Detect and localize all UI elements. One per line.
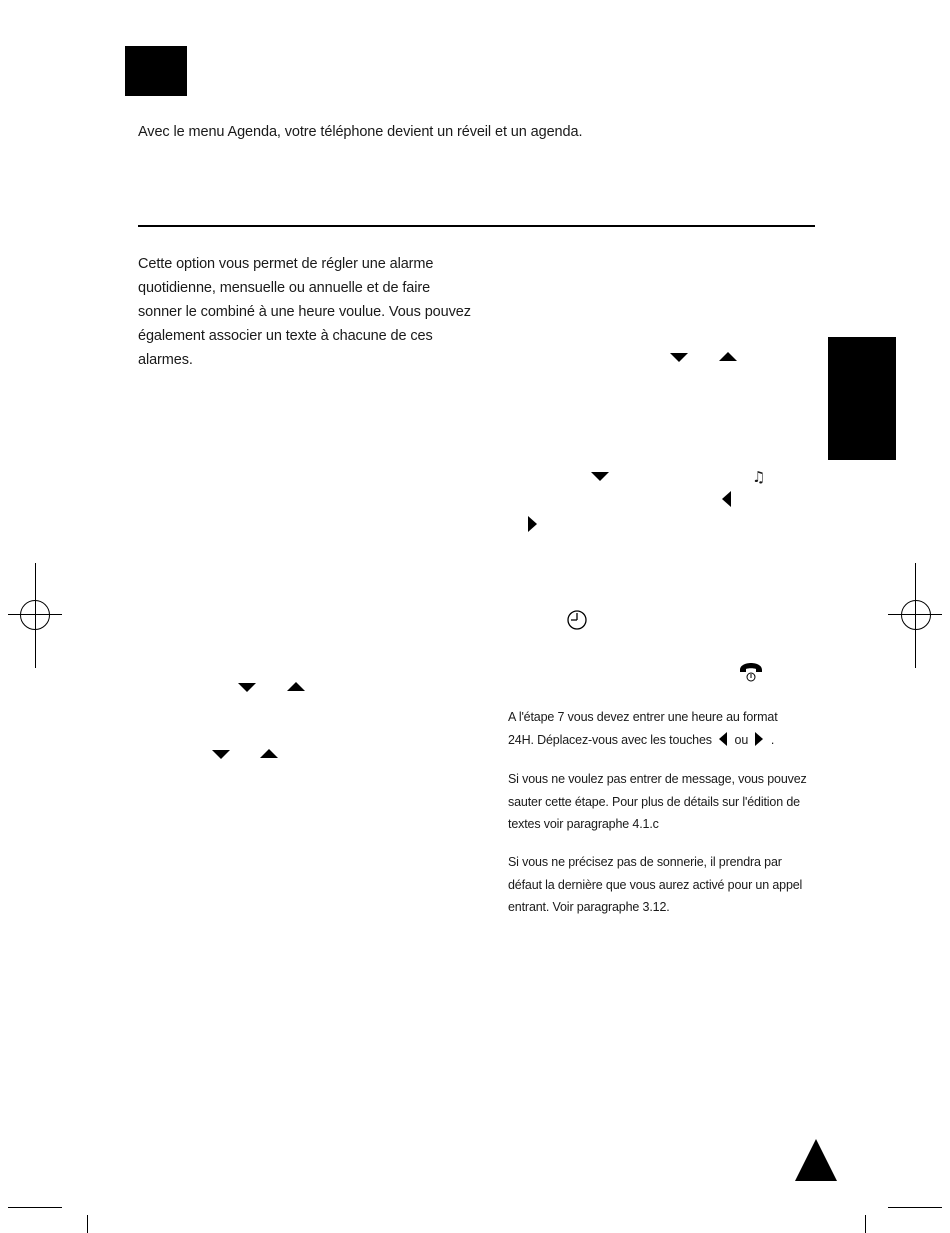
registration-line <box>915 563 916 668</box>
up-arrow-icon <box>287 682 305 691</box>
crop-mark <box>8 1207 62 1208</box>
page-triangle-icon <box>795 1139 837 1181</box>
registration-circle <box>901 600 931 630</box>
down-arrow-icon <box>238 683 256 692</box>
chapter-block <box>125 46 187 96</box>
paragraph-line: alarmes. <box>138 352 193 368</box>
right-arrow-icon <box>528 516 537 532</box>
note-line: entrant. Voir paragraphe 3.12. <box>508 900 670 914</box>
paragraph-line: également associer un texte à chacune de ces <box>138 328 433 344</box>
note-line: Si vous ne précisez pas de sonnerie, il prendra par <box>508 855 782 869</box>
clock-icon <box>566 609 588 631</box>
note-text: 24H. Déplacez-vous avec les touches <box>508 732 712 747</box>
registration-line <box>35 563 36 668</box>
section-paragraph <box>138 252 478 372</box>
left-arrow-icon <box>722 491 731 507</box>
crop-mark <box>888 1207 942 1208</box>
paragraph-line: quotidienne, mensuelle ou annuelle et de faire <box>138 280 431 296</box>
crop-mark <box>865 1215 866 1233</box>
down-arrow-icon <box>670 353 688 362</box>
note-text: ou <box>734 732 749 747</box>
up-arrow-icon <box>719 352 737 361</box>
paragraph-line: sonner le combiné à une heure voulue. Vous pouvez <box>138 304 471 320</box>
note-line: sauter cette étape. Pour plus de détails sur l'édition de <box>508 794 800 809</box>
intro-text: Avec le menu Agenda, votre téléphone devient un réveil et un agenda. <box>138 124 583 140</box>
up-arrow-icon <box>260 749 278 758</box>
paragraph-line: Cette option vous permet de régler une alarme <box>138 256 434 272</box>
note-text: . <box>770 732 775 747</box>
note-message <box>508 768 828 836</box>
section-divider <box>138 225 815 227</box>
chapter-tab <box>828 337 896 460</box>
right-arrow-icon <box>755 732 763 746</box>
down-arrow-icon <box>591 472 609 481</box>
note-time-format <box>508 706 828 751</box>
note-line: textes voir paragraphe 4.1.c <box>508 817 659 831</box>
crop-mark <box>87 1215 88 1233</box>
note-line <box>508 729 828 752</box>
music-note-icon: ♫ <box>752 468 766 486</box>
left-arrow-icon <box>719 732 727 746</box>
note-ringtone <box>508 851 828 919</box>
note-line: défaut la dernière que vous aurez activé pour un appel <box>508 877 803 892</box>
phone-end-icon <box>738 661 764 683</box>
down-arrow-icon <box>212 750 230 759</box>
note-line: A l'étape 7 vous devez entrer une heure au format <box>508 710 778 724</box>
note-line: Si vous ne voulez pas entrer de message, vous pouvez <box>508 772 807 786</box>
